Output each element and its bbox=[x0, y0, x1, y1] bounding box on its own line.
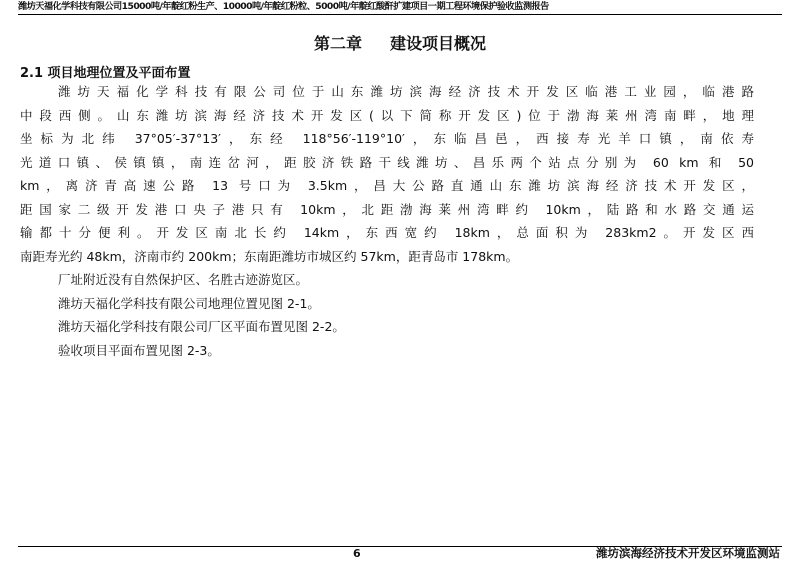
paragraph-line: 潍坊天福化学科技有限公司地理位置见图 2-1。 bbox=[58, 295, 320, 311]
paragraph-line: 输都十分便利。开发区南北长约 14km，东西宽约 18km，总面积为 283km2。开发区西 bbox=[20, 225, 754, 240]
paragraph-line: 中段西侧。山东潍坊滨海经济技术开发区(以下简称开发区)位于渤海莱州湾南畔，地理 bbox=[20, 107, 754, 123]
paragraph-line: 距国家二级开发港口央子港只有 10km，北距渤海莱州湾畔约 10km，陆路和水路交通运 bbox=[20, 201, 754, 217]
paragraph-line: 坐标为北纬 37°05′-37°13′，东经 118°56′-119°10′，东临昌邑，西接寿光羊口镇，南依寿 bbox=[20, 131, 754, 146]
page-number: 6 bbox=[353, 547, 361, 560]
paragraph-line: 潍坊天福化学科技有限公司厂区平面布置见图 2-2。 bbox=[58, 319, 345, 334]
paragraph-line: km，离济青高速公路 13 号口为 3.5km，昌大公路直通山东潍坊滨海经济技术开发区， bbox=[20, 178, 754, 193]
paragraph-line: 厂址附近没有自然保护区、名胜古迹游览区。 bbox=[58, 272, 309, 287]
chapter-title: 建设项目概况 bbox=[390, 34, 487, 53]
header-rule bbox=[18, 14, 782, 15]
footer-organization: 潍坊滨海经济技术开发区环境监测站 bbox=[596, 546, 780, 560]
paragraph-line: 南距寿光约 48km，济南市约 200km；东南距潍坊市城区约 57km，距青岛市 178km。 bbox=[20, 248, 519, 264]
body-text bbox=[20, 80, 754, 362]
section-heading: 2.1 项目地理位置及平面布置 bbox=[20, 66, 191, 81]
paragraph-line: 光道口镇、侯镇镇，南连岔河，距胶济铁路干线潍坊、昌乐两个站点分别为 60 km 和 50 bbox=[20, 154, 754, 170]
chapter-heading bbox=[0, 33, 800, 55]
paragraph-line: 验收项目平面布置见图 2-3。 bbox=[58, 342, 220, 358]
paragraph-line: 潍坊天福化学科技有限公司位于山东潍坊滨海经济技术开发区临港工业园，临港路 bbox=[58, 84, 754, 99]
chapter-number: 第二章 bbox=[313, 34, 362, 53]
running-header: 潍坊天福化学科技有限公司15000吨/年靛红粉生产、10000吨/年靛红粉粒、5000吨/年靛红酸酐扩建项目一期工程环境保护验收监测报告 bbox=[18, 1, 549, 12]
